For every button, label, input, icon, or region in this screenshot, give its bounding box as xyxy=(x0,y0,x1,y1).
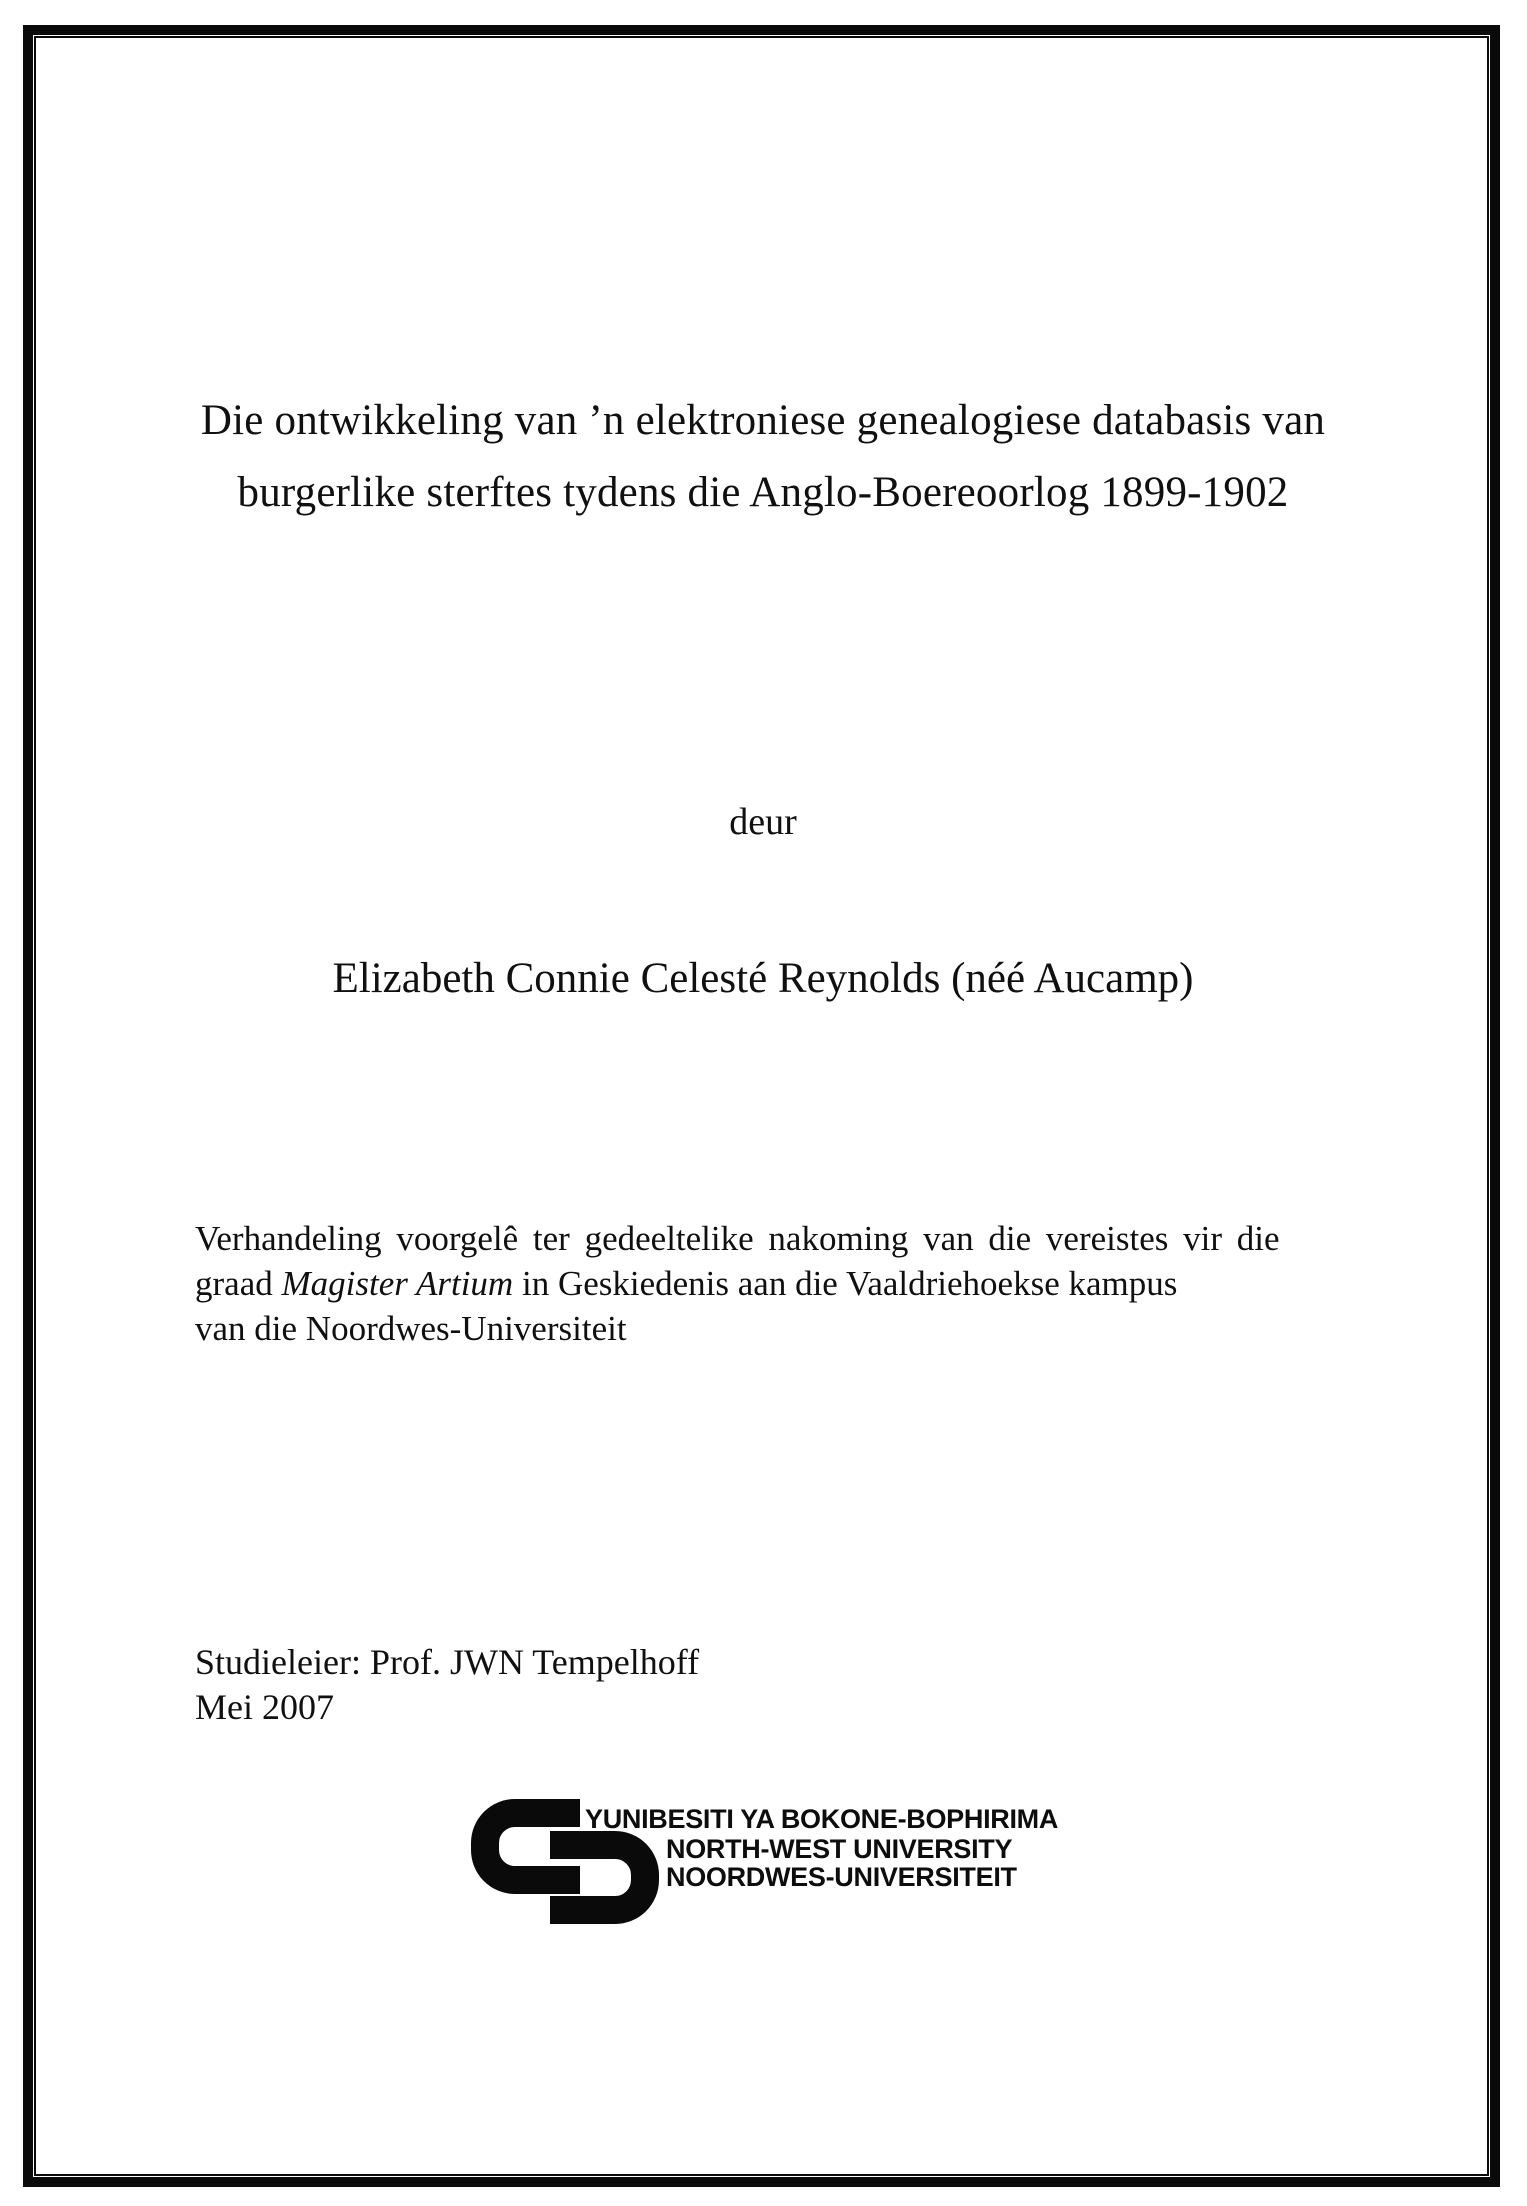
degree-statement-line2-post: in Geskiedenis aan die Vaaldriehoekse kampus xyxy=(513,1264,1178,1303)
degree-statement-line3: van die Noordwes-Universiteit xyxy=(195,1309,627,1348)
author-name: Elizabeth Connie Celesté Reynolds (néé Aucamp) xyxy=(332,955,1194,1002)
university-name-english: NORTH-WEST UNIVERSITY xyxy=(666,1834,1013,1864)
degree-name-italic: Magister Artium xyxy=(281,1264,514,1303)
thesis-title xyxy=(183,385,1343,529)
degree-statement-line2 xyxy=(195,1261,1360,1306)
degree-statement-line2-pre: graad xyxy=(195,1264,282,1303)
supervisor-block xyxy=(195,1640,699,1730)
university-name-setswana: YUNIBESITI YA BOKONE-BOPHIRIMA xyxy=(585,1804,1059,1834)
byline: deur xyxy=(729,801,797,843)
degree-statement xyxy=(195,1216,1360,1351)
degree-statement-line1: Verhandeling voorgelê ter gedeeltelike nakoming van die vereistes vir die xyxy=(195,1219,1280,1258)
supervisor-line: Studieleier: Prof. JWN Tempelhoff xyxy=(195,1642,700,1682)
thesis-title-line2: burgerlike sterftes tydens die Anglo-Boereoorlog 1899-1902 xyxy=(237,469,1289,516)
thesis-title-line1: Die ontwikkeling van ’n elektroniese genealogiese databasis van xyxy=(200,397,1326,444)
university-name-afrikaans: NOORDWES-UNIVERSITEIT xyxy=(666,1862,1017,1892)
date-line: Mei 2007 xyxy=(195,1687,334,1727)
